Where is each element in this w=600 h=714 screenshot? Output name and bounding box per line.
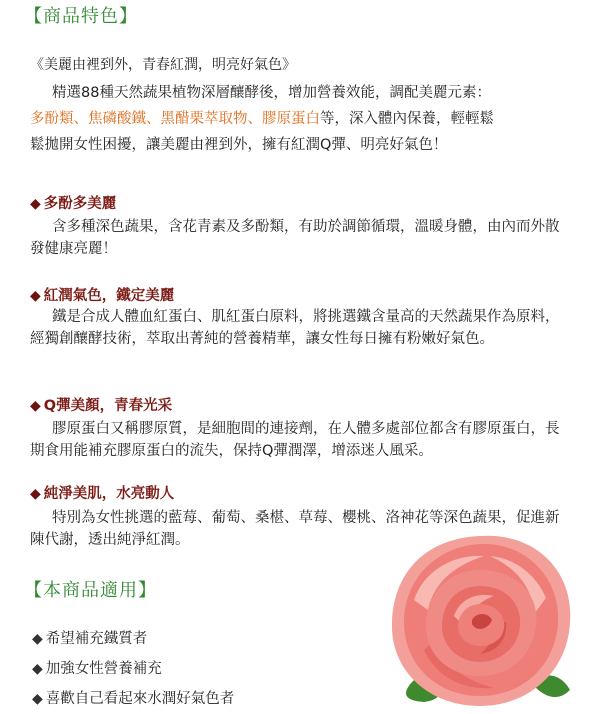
feature-heading-4: ◆ 純淨美肌，水亮動人 — [30, 486, 175, 502]
diamond-bullet-icon: ◆ — [32, 631, 43, 647]
rose-flower-icon — [384, 530, 576, 708]
list-item: ◆ 加強女性營養補充 — [32, 661, 162, 677]
feature-heading-3: ◆ Q彈美顏，青春光采 — [30, 398, 173, 414]
suitable-list — [32, 624, 234, 714]
suitable-section-title: 【本商品適用】 — [24, 580, 157, 601]
features-section-title: 【商品特色】 — [24, 6, 138, 27]
intro-highlights: 多酚類、焦磷酸鐵、黑醋栗萃取物、膠原蛋白 — [30, 111, 320, 127]
diamond-bullet-icon: ◆ — [30, 398, 41, 414]
feature-heading-2: ◆ 紅潤氣色，鐵定美麗 — [30, 288, 175, 304]
intro-line-2: 等，深入體內保養，輕輕鬆 — [320, 111, 494, 127]
diamond-bullet-icon: ◆ — [30, 486, 41, 502]
intro-quote: 《美麗由裡到外，青春紅潤，明亮好氣色》 — [30, 57, 296, 73]
intro-line-1: 精選88種天然蔬果植物深層釀酵後，增加營養效能，調配美麗元素： — [52, 85, 491, 101]
list-item: ◆ 希望補充鐵質者 — [32, 631, 148, 647]
diamond-bullet-icon: ◆ — [30, 288, 41, 304]
intro-paragraph — [30, 80, 570, 158]
diamond-bullet-icon: ◆ — [32, 691, 43, 707]
feature-heading-1: ◆ 多酚多美麗 — [30, 196, 117, 212]
intro-line-3: 鬆拋開女性困擾，讓美麗由裡到外，擁有紅潤Q彈、明亮好氣色！ — [30, 137, 448, 153]
feature-body-4: 特別為女性挑選的藍莓、葡萄、桑椹、草莓、櫻桃、洛神花等深色蔬果，促進新陳代謝，透出純淨紅潤。 — [30, 510, 560, 548]
list-item: ◆ 喜歡自己看起來水潤好氣色者 — [32, 691, 235, 707]
diamond-bullet-icon: ◆ — [32, 661, 43, 677]
feature-body-2: 鐵是合成人體血紅蛋白、肌紅蛋白原料，將挑選鐵含量高的天然蔬果作為原料，經獨創釀酵技術，萃取出菁純的營養精華，讓女性每日擁有粉嫩好氣色。 — [30, 309, 560, 347]
diamond-bullet-icon: ◆ — [30, 196, 41, 212]
feature-body-1: 含多種深色蔬果，含花青素及多酚類，有助於調節循環，溫暖身體，由內而外散發健康亮麗！ — [30, 219, 560, 257]
feature-body-3: 膠原蛋白又稱膠原質，是細胞間的連接劑，在人體多處部位都含有膠原蛋白，長期食用能補充膠原蛋白的流失，保持Q彈潤澤，增添迷人風采。 — [30, 421, 560, 459]
